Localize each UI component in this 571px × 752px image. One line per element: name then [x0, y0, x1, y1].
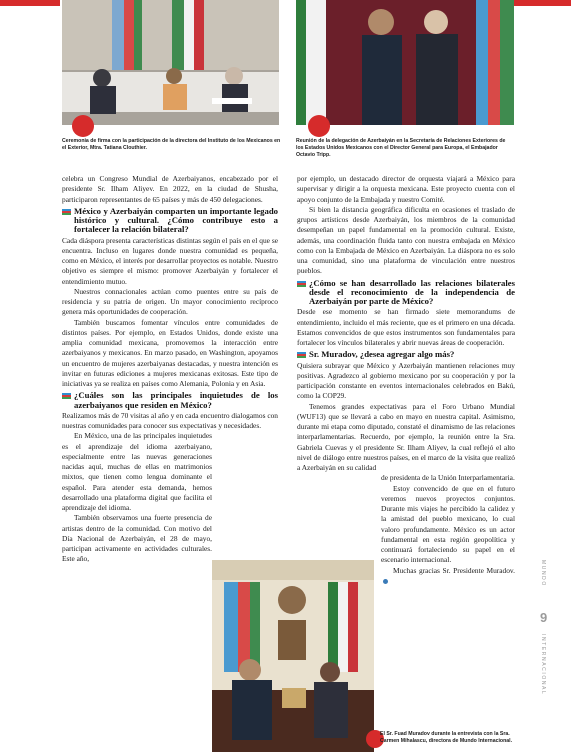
right-text-column [297, 174, 515, 734]
closing-text: Muchas gracias Sr. Presidente Muradov. [393, 565, 515, 575]
paragraph: También buscamos fomentar vínculos entre comunidades de distintos países. Por ejemplo, en Estados Unidos, donde existe una amplia comunidad mexicana, promovemos la interacción entre azerbaiyanos y mexicanos. En marzo pasado, en Washington, apoyamos un encuentro de mujeres azerbaiyanas destacadas, y nuestra intención es invitar en futuras ediciones a mujeres mexicanas exitosas. Este tipo de iniciativas ya se realiza en países como Alemania, Polonia y en Asia. [62, 317, 278, 389]
azerbaijan-flag-icon [297, 352, 306, 358]
paragraph: También observamos una fuerte presencia de artistas dentro de la comunidad. Con motivo del Día Nacional de Azerbaiyán, el 28 de mayo, participan activamente en actividades culturales. Este año, [62, 513, 212, 564]
azerbaijan-flag-icon [62, 209, 71, 215]
top-red-strip-left [0, 0, 60, 6]
end-mark-icon [383, 579, 388, 584]
sidebar-label-mundo: MUNDO [540, 560, 546, 587]
paragraph: Realizamos más de 70 visitas al año y en cada encuentro dialogamos con nuestras comunidades para conocer sus expectativas y necesidades. [62, 410, 278, 431]
photo-delegation-meeting [296, 0, 514, 125]
question-heading [62, 207, 278, 235]
paragraph: Quisiera subrayar que México y Azerbaiyán mantienen relaciones muy positivas. Agradezco al gobierno mexicano por su cooperación y por la participación constante en eventos internacionales celebrados en Bakú, como la COP29. [297, 360, 515, 401]
question-heading [297, 350, 515, 359]
paragraph: Si bien la distancia geográfica dificulta en ocasiones el traslado de grupos artísticos desde Azerbaiyán, los miembros de la comunidad desempeñan un papel fundamental en la promoción cultural. Existe, además, una coordinación fluida tanto con nuestra embajada en México como con la Embajada de México en Azerbaiyán. La diáspora no es solo una comunidad, sino una plataforma de vinculación entre nuestros pueblos. [297, 204, 515, 276]
paragraph: Nuestros connacionales actúan como puentes entre su país de residencia y su patria de origen. Un mayor conocimiento recíproco genera más oportunidades de cooperación. [62, 286, 278, 317]
paragraph: Cada diáspora presenta características distintas según el país en el que se encuentra. Incluso en lugares donde nuestra comunidad es pequeña, como en México, el interés por desarrollar proyectos es notable. Nuestro objetivo es siempre el mismo: promover Azerbaiyán y fortalecer el entendimiento mutuo. [62, 235, 278, 286]
photo-corner-dot-left [72, 115, 94, 137]
paragraph: de presidenta de la Unión Interparlamentaria. [381, 473, 515, 483]
paragraph: por ejemplo, un destacado director de orquesta viajará a México para supervisar y dirigir a la orquesta mexicana. Este proyecto cuenta con el apoyo conjunto de la Embajada y nuestro Comité. [297, 174, 515, 204]
question-heading [62, 391, 278, 410]
paragraph: Tenemos grandes expectativas para el Foro Urbano Mundial (WUF13) que se llevará a cabo en mayo en nuestra capital. Asimismo, durante mi etapa como diputado, constaté el dinamismo de las relaciones interparlamentarias. Recuerdo, por ejemplo, la reunión entre la Sra. Gabriela Cuevas y el presidente Sr. Ilham Aliyev, la cual reflejó el alto nivel de diálogo entre nuestros países, en el marco de la visita que realizó a Azerbaiyán en su calidad [297, 401, 515, 473]
photo-corner-dot-right [308, 115, 330, 137]
question-heading-text: México y Azerbaiyán comparten un importante legado histórico y cultural. ¿Cómo contribuye esto a fortalecer la relación bilateral? [74, 205, 278, 235]
question-heading-text: ¿Cómo se han desarrollado las relaciones bilaterales desde el reconocimiento de la independencia de Azerbaiyán por parte de México? [309, 277, 515, 307]
question-heading-text: Sr. Muradov, ¿desea agregar algo más? [309, 349, 455, 360]
photo-signing-ceremony [62, 0, 279, 125]
paragraph: En México, una de las principales inquietudes es el aprendizaje del idioma azerbaiyano, especialmente entre las nuevas generaciones nacidas aquí, muchas de ellas en matrimonios mixtos, que tienen como lengua dominante el español. Para atender esta demanda, hemos desarrollado una plataforma digital que facilita el aprendizaje del idioma. [62, 431, 212, 513]
paragraph: Estoy convencido de que en el futuro veremos nuevos proyectos conjuntos. Durante mis viajes he percibido la calidez y la amistad del pueblo mexicano, lo cual valoro profundamente. México es un actor fundamental en esta región geopolítica y continuará fortaleciendo su papel en el escenario internacional. [381, 483, 515, 565]
caption-delegation-meeting: Reunión de la delegación de Azerbaiyán en la Secretaría de Relaciones Exteriores de los Estados Unidos Mexicanos con el Director General para Europa, el Embajador Octavio Tripp. [296, 138, 506, 158]
sidebar-label-internacional: INTERNACIONAL [540, 634, 546, 696]
question-heading-text: ¿Cuáles son las principales inquietudes de los azerbaiyanos que residen en México? [74, 390, 278, 410]
question-heading [297, 279, 515, 307]
page-number: 9 [540, 610, 548, 625]
caption-signing-ceremony: Ceremonia de firma con la participación de la directora del Instituto de los Mexicanos en el Exterior, Mtra. Tatiana Clouthier. [62, 138, 281, 151]
azerbaijan-flag-icon [62, 393, 71, 399]
paragraph: Desde ese momento se han firmado siete memorandums de entendimiento, incluido el más reciente, que es el primero en una década. Estamos convencidos de que estos instrumentos son fundamentales para fortalecer los vínculos bilaterales y abrir nuevas áreas de cooperación. [297, 307, 515, 348]
paragraph [381, 566, 515, 587]
paragraph: celebra un Congreso Mundial de Azerbaiyanos, encabezado por el presidente Sr. Ilham Aliyev. En 2022, en la ciudad de Shusha, participaron representantes de 65 países y más de 450 delegaciones. [62, 174, 278, 204]
caption-interview: El Sr. Fuad Muradov durante la entrevista con la Sra. Carmen Mihalascu, directora de Mundo Internacional. [380, 731, 513, 744]
azerbaijan-flag-icon [297, 281, 306, 287]
